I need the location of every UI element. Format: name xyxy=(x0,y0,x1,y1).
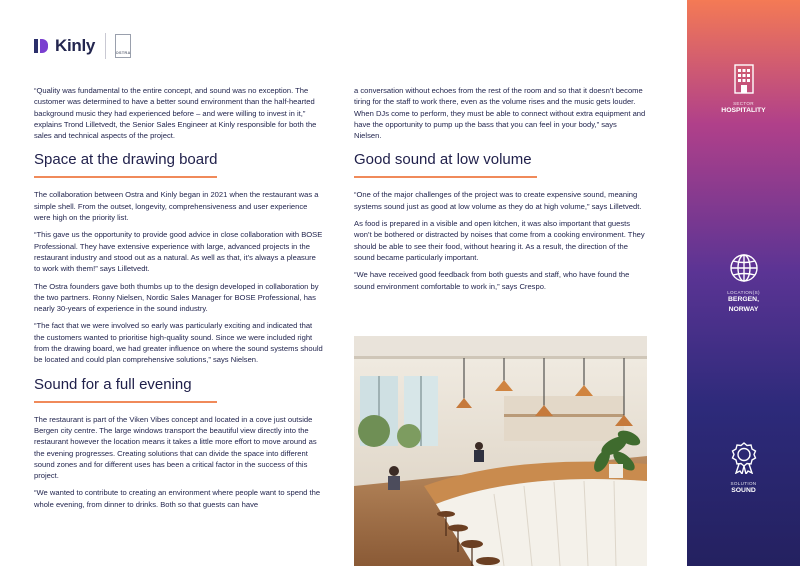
sidebar-sector xyxy=(687,64,800,116)
sidebar-location xyxy=(687,253,800,314)
sidebar-solution xyxy=(687,442,800,496)
right-column xyxy=(354,85,646,298)
solution-label: SOLUTION xyxy=(730,481,757,486)
body-paragraph: As food is prepared in a visible and open kitchen, it was also important that guests won’t be bothered or distracted by noises that come from a cooking environment. They should be able to see their food, without hearing it. As a result, the direction of the sound became particularly important. xyxy=(354,219,645,262)
location-label: LOCATION(S) xyxy=(727,290,760,295)
solution-value: SOUND xyxy=(731,487,756,494)
body-paragraph: “The fact that we were involved so early was particularly exciting and indicated that the customers wanted to prioritise high-quality sound. Since we were included right from the drawing board, we had greater influence on where the sound systems should be located and could plan comprehensive solutions,” says Nielsen. xyxy=(34,321,323,365)
body-paragraph: The collaboration between Ostra and Kinly began in 2021 when the restaurant was a simple shell. From the outset, longevity, comprehensiveness and user experience were high on the priority list. xyxy=(34,190,319,223)
kinly-logo-mark-icon xyxy=(34,38,50,54)
globe-icon xyxy=(729,253,759,283)
info-sidebar xyxy=(687,0,800,566)
body-paragraph: The restaurant is part of the Viken Vibes concept and located in a cove just outside Bergen city centre. The large windows transport the beautiful view directly into the restaurant however the location means it takes a little more effort to move around as the evening progresses. Creating solutions that can divide the space into different sound zones and for different uses has been a critical factor in the success of this project. xyxy=(34,414,317,481)
body-paragraph: “This gave us the opportunity to provide good advice in close collaboration with BOSE Professional. They have extensive experience with large, advanced projects in the restaurant industry and stood out as a natural. As well as that, it’s always a pleasure to work with them!” says Lilletvedt. xyxy=(34,230,323,274)
location-value-line2: NORWAY xyxy=(728,305,759,313)
building-icon xyxy=(733,64,755,94)
ostra-logo-text: OSTRA xyxy=(115,50,131,55)
left-column xyxy=(34,85,324,516)
heading-underline xyxy=(34,176,217,178)
restaurant-interior-photo xyxy=(354,336,647,566)
ostra-logo xyxy=(115,34,131,58)
section-heading-low-volume: Good sound at low volume xyxy=(354,151,532,169)
sector-label: SECTOR xyxy=(733,101,754,106)
body-paragraph: “We wanted to contribute to creating an environment where people want to spend the whole evening, from dinner to drinks. Both so that guests can have xyxy=(34,488,321,509)
section-heading-full-evening: Sound for a full evening xyxy=(34,375,192,393)
kinly-logo-text: Kinly xyxy=(55,36,96,55)
body-paragraph: The Ostra founders gave both thumbs up to the design developed in collaboration by the two partners. Ronny Nielsen, Nordic Sales Manager for BOSE Professional, has nearly 30-years of experience in the sound industry. xyxy=(34,281,319,314)
continued-paragraph: a conversation without echoes from the rest of the room and so that it doesn’t become tiring for the staff to work there, even as the volume rises and the music gets louder. When DJs come to perform, they must be able to connect without extra equipment and have the opportunity to pump up the bass that you can feel in your body,” says Nielsen. xyxy=(354,86,646,141)
intro-paragraph: “Quality was fundamental to the entire concept, and sound was no exception. The customer was determined to have a better sound environment than the half-hearted background music they had experienced before – and were willing to invest in it,” explains Trond Lilletvedt, the Senior Sales Engineer at Kinly responsible for both the sales and technical aspects of the project. xyxy=(34,86,317,141)
logo-area xyxy=(34,33,131,59)
heading-underline xyxy=(34,401,217,403)
logo-divider xyxy=(105,33,106,59)
sector-value: HOSPITALITY xyxy=(721,107,766,114)
body-paragraph: “We have received good feedback from both guests and staff, who have found the sound environment comfortable to work in,” says Crespo. xyxy=(354,270,630,291)
section-heading-drawing-board: Space at the drawing board xyxy=(34,151,218,169)
award-ribbon-icon xyxy=(731,442,757,474)
heading-underline xyxy=(354,176,537,178)
location-value-line1: BERGEN, xyxy=(728,296,759,303)
body-paragraph: “One of the major challenges of the project was to create expensive sound, meaning systems sound just as good at low volume as they do at high volume,” says Lilletvedt. xyxy=(354,190,642,211)
